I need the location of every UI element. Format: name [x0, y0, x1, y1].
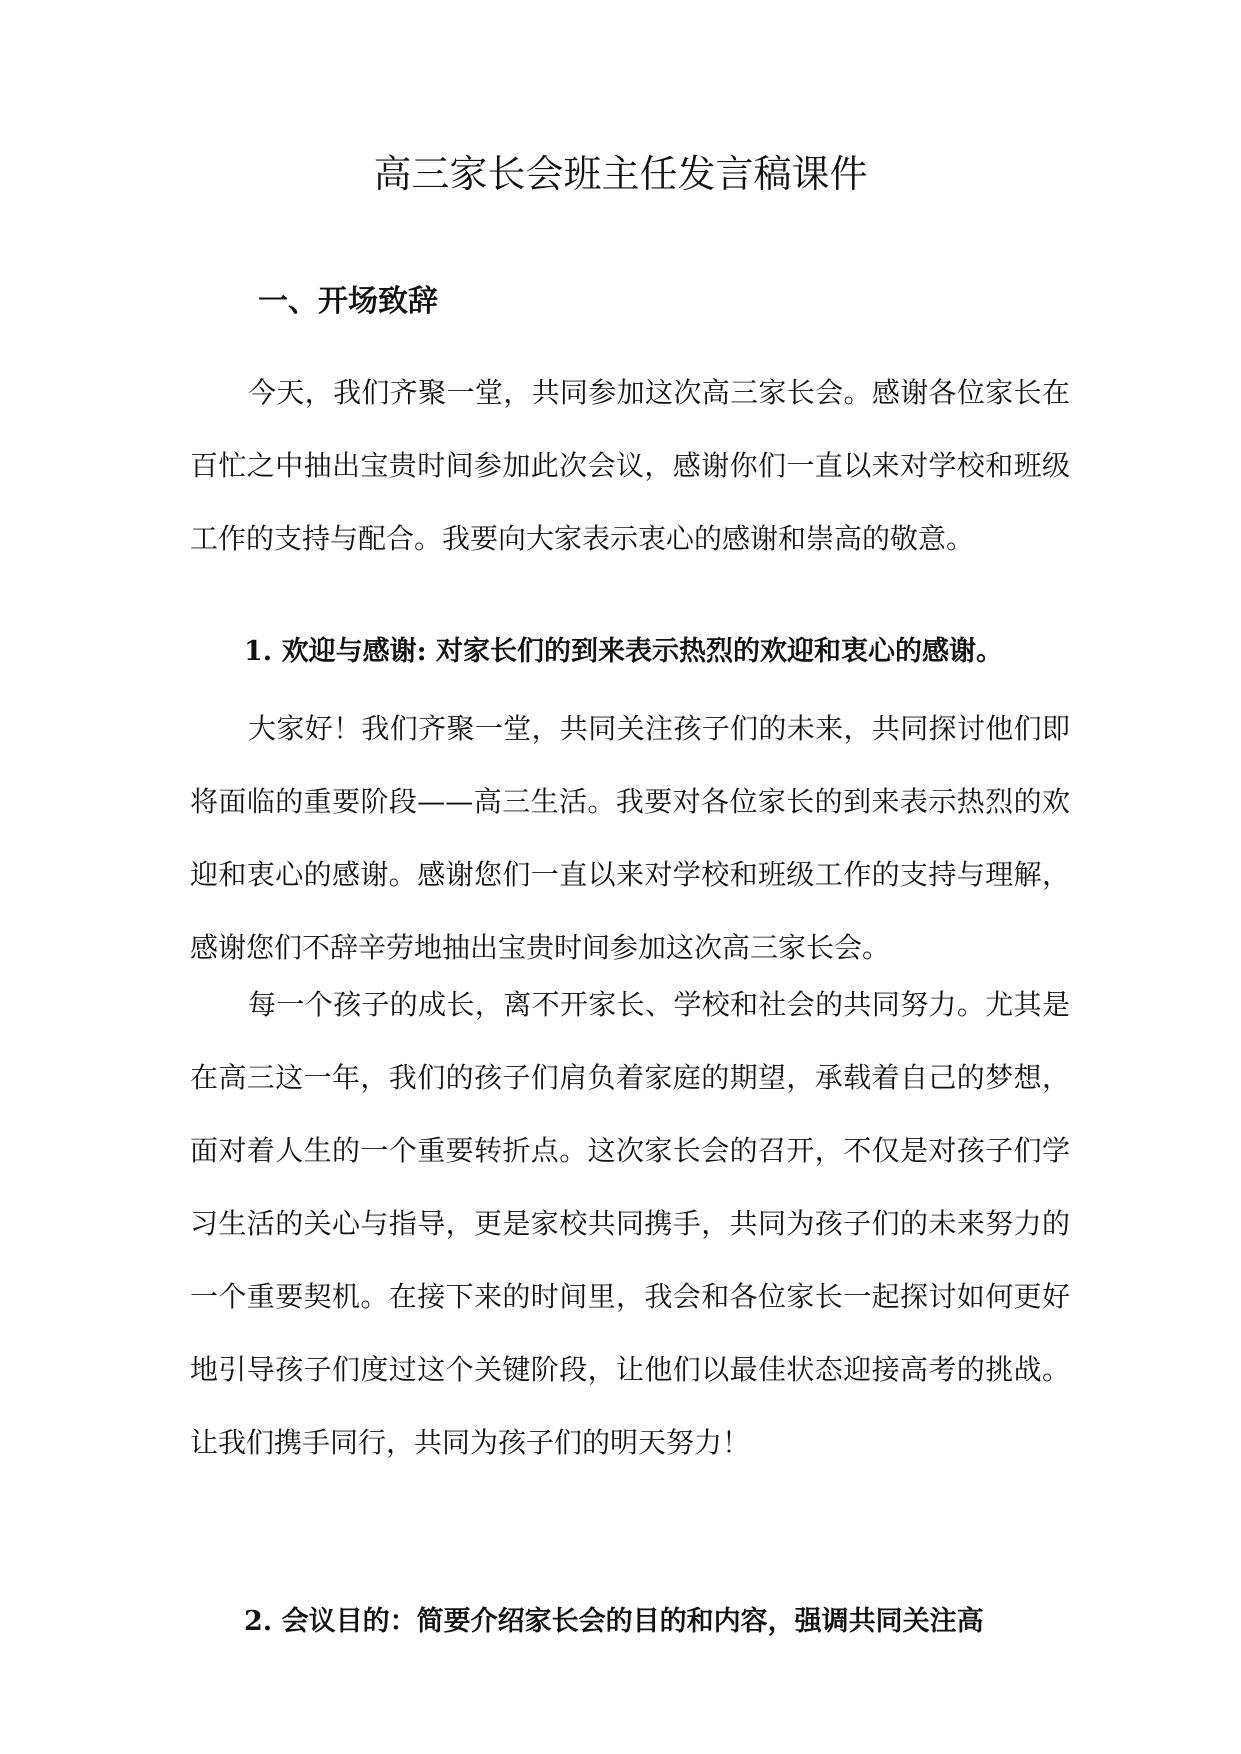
- paragraph-growth: 每一个孩子的成长，离不开家长、学校和社会的共同努力。尤其是在高三这一年，我们的孩子们肩负着家庭的期望，承载着自己的梦想，面对着人生的一个重要转折点。这次家长会的召开，不仅是对孩子们学习生活的关心与指导，更是家校共同携手，共同为孩子们的未来努力的一个重要契机。在接下来的时间里，我会和各位家长一起探讨如何更好地引导孩子们度过这个关键阶段，让他们以最佳状态迎接高考的挑战。让我们携手同行，共同为孩子们的明天努力！: [190, 988, 1070, 1459]
- paragraph-welcome: 大家好！我们齐聚一堂，共同关注孩子们的未来，共同探讨他们即将面临的重要阶段——高三生活。我要对各位家长的到来表示热烈的欢迎和衷心的感谢。感谢您们一直以来对学校和班级工作的支持与理解，感谢您们不辞辛劳地抽出宝贵时间参加这次高三家长会。: [190, 712, 1070, 964]
- document-title: 高三家长会班主任发言稿课件: [373, 152, 868, 196]
- subheading-meeting-purpose: 2. 会议目的：简要介绍家长会的目的和内容，强调共同关注高: [244, 1606, 984, 1637]
- section-heading-opening-remarks: 一、开场致辞: [258, 284, 438, 319]
- paragraph-opening: 今天，我们齐聚一堂，共同参加这次高三家长会。感谢各位家长在百忙之中抽出宝贵时间参加此次会议，感谢你们一直以来对学校和班级工作的支持与配合。我要向大家表示衷心的感谢和崇高的敬意。: [190, 376, 1070, 555]
- subheading-welcome-thanks: 1. 欢迎与感谢: 对家长们的到来表示热烈的欢迎和衷心的感谢。: [244, 636, 1003, 667]
